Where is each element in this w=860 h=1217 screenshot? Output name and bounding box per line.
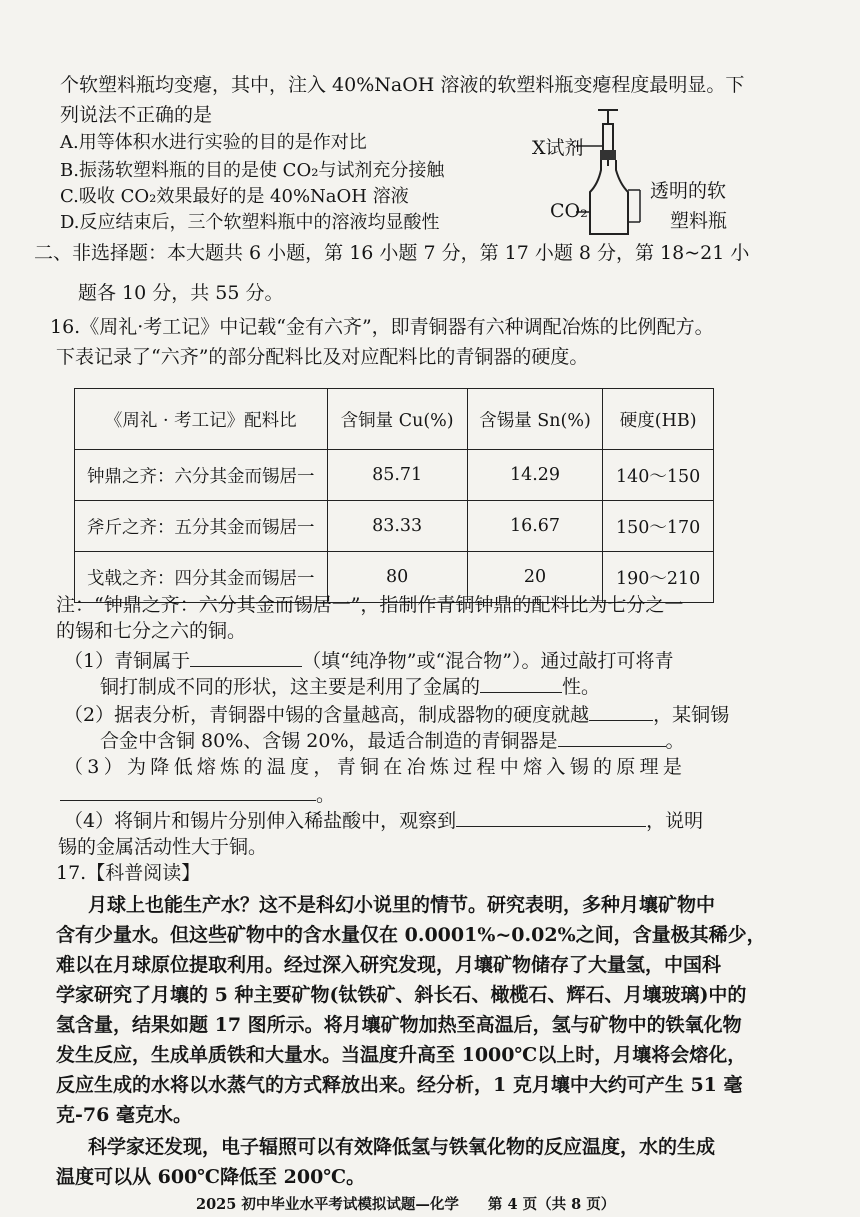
q16-part-1-line-2 xyxy=(100,672,600,700)
q16-part-1-text: 铜打制成不同的形状，这主要是利用了金属的 xyxy=(100,676,481,698)
q16-stem-line-1: 16.《周礼·考工记》中记载“金有六齐”，即青铜器有六种调配冶炼的比例配方。 xyxy=(50,316,714,338)
table-header: 含铜量 Cu(%) xyxy=(327,389,467,450)
q15-option-a: A.用等体积水进行实验的目的是作对比 xyxy=(60,132,367,153)
answer-blank[interactable] xyxy=(589,700,653,721)
answer-blank[interactable] xyxy=(60,780,316,801)
q16-part-1-text: （1）青铜属于 xyxy=(64,650,191,672)
reagent-label: X试剂 xyxy=(532,137,584,159)
q16-part-2-text: 合金中含铜 80%、含锡 20%，最适合制造的青铜器是 xyxy=(100,730,558,752)
q16-part-2-line-1 xyxy=(64,700,729,728)
table-cell: 16.67 xyxy=(467,501,603,552)
q16-part-1-text: 性。 xyxy=(562,676,601,698)
section2-heading-line-2: 题各 10 分，共 55 分。 xyxy=(78,282,284,304)
bottle-figure xyxy=(528,104,758,240)
table-cell: 80 xyxy=(327,552,467,603)
answer-blank[interactable] xyxy=(456,806,646,827)
answer-blank[interactable] xyxy=(558,726,666,747)
q17-para1-line-8: 克-76 毫克水。 xyxy=(56,1104,192,1126)
q17-para2-line-1: 科学家还发现，电子辐照可以有效降低氢与铁氧化物的反应温度，水的生成 xyxy=(88,1136,716,1158)
q17-para2-line-2: 温度可以从 600℃降低至 200℃。 xyxy=(56,1166,366,1188)
table-header-row xyxy=(75,389,714,450)
q16-part-4-line-2: 锡的金属活动性大于铜。 xyxy=(58,836,268,858)
q17-para1-line-7: 反应生成的水将以水蒸气的方式释放出来。经分析，1 克月壤中大约可产生 51 毫 xyxy=(56,1074,743,1096)
table-cell: 150～170 xyxy=(603,501,714,552)
table-cell: 20 xyxy=(467,552,603,603)
q17-para1-line-4: 学家研究了月壤的 5 种主要矿物(钛铁矿、斜长石、橄榄石、辉石、月壤玻璃)中的 xyxy=(56,984,747,1006)
section2-heading-line-1: 二、非选择题：本大题共 6 小题，第 16 小题 7 分，第 17 小题 8 分，第 18~21 小 xyxy=(34,242,750,264)
q16-stem-line-2: 下表记录了“六齐”的部分配料比及对应配料比的青铜器的硬度。 xyxy=(56,346,589,368)
q16-note-line-1: 注：“钟鼎之齐：六分其金而锡居一”，指制作青铜钟鼎的配料比为七分之一 xyxy=(56,594,684,616)
answer-blank[interactable] xyxy=(480,672,562,693)
q15-stem-line-2: 列说法不正确的是 xyxy=(60,104,213,126)
table-header: 硬度(HB) xyxy=(603,389,714,450)
bronze-ratio-table xyxy=(74,388,714,603)
q15-option-d: D.反应结束后，三个软塑料瓶中的溶液均显酸性 xyxy=(60,212,440,233)
q16-part-4-line-1 xyxy=(64,806,703,834)
q16-part-1-text: （填“纯净物”或“混合物”）。通过敲打可将青 xyxy=(302,650,674,672)
q16-part-3-line-1: （3）为降低熔炼的温度，青铜在冶炼过程中熔入锡的原理是 xyxy=(64,756,687,778)
table-cell: 85.71 xyxy=(327,450,467,501)
gas-label: CO₂ xyxy=(550,200,588,222)
q16-part-4-text: ，说明 xyxy=(646,810,704,832)
q16-note-line-2: 的锡和七分之六的铜。 xyxy=(56,620,247,642)
table-header: 《周礼 · 考工记》配料比 xyxy=(75,389,328,450)
q17-para1-line-2: 含有少量水。但这些矿物中的含水量仅在 0.0001%~0.02%之间，含量极其稀少， xyxy=(56,924,766,946)
q15-option-c: C.吸收 CO₂效果最好的是 40%NaOH 溶液 xyxy=(60,186,409,207)
table-cell: 14.29 xyxy=(467,450,603,501)
table-cell: 140～150 xyxy=(603,450,714,501)
q16-part-2-line-2 xyxy=(100,726,685,754)
q15-option-b: B.振荡软塑料瓶的目的是使 CO₂与试剂充分接触 xyxy=(60,160,445,181)
q17-para1-line-5: 氢含量，结果如题 17 图所示。将月壤矿物加热至高温后，氢与矿物中的铁氧化物 xyxy=(56,1014,742,1036)
table-cell: 83.33 xyxy=(327,501,467,552)
table-row xyxy=(75,450,714,501)
q16-part-4-text: （4）将铜片和锡片分别伸入稀盐酸中，观察到 xyxy=(64,810,457,832)
answer-blank[interactable] xyxy=(190,646,302,667)
table-header: 含锡量 Sn(%) xyxy=(467,389,603,450)
q16-part-2-text: 。 xyxy=(665,730,685,752)
table-cell: 钟鼎之齐：六分其金而锡居一 xyxy=(75,450,328,501)
table-row xyxy=(75,501,714,552)
q17-para1-line-6: 发生反应，生成单质铁和大量水。当温度升高至 1000℃以上时，月壤将会熔化， xyxy=(56,1044,747,1066)
q16-part-1-line-1 xyxy=(64,646,673,674)
q16-part-3-line-2 xyxy=(60,780,335,808)
q17-title: 17.【科普阅读】 xyxy=(56,862,201,884)
q16-part-2-text: ，某铜锡 xyxy=(653,704,730,726)
q17-para1-line-1: 月球上也能生产水？这不是科幻小说里的情节。研究表明，多种月壤矿物中 xyxy=(88,894,716,916)
table-cell: 斧斤之齐：五分其金而锡居一 xyxy=(75,501,328,552)
q17-para1-line-3: 难以在月球原位提取利用。经过深入研究发现，月壤矿物储存了大量氢，中国科 xyxy=(56,954,722,976)
table-cell: 190～210 xyxy=(603,552,714,603)
table-cell: 戈戟之齐：四分其金而锡居一 xyxy=(75,552,328,603)
bottle-label-2: 塑料瓶 xyxy=(670,210,728,232)
q15-stem-line-1: 个软塑料瓶均变瘪，其中，注入 40%NaOH 溶液的软塑料瓶变瘪程度最明显。下 xyxy=(60,74,745,96)
q16-part-2-text: （2）据表分析，青铜器中锡的含量越高，制成器物的硬度就越 xyxy=(64,704,590,726)
bottle-label-1: 透明的软 xyxy=(650,180,727,202)
q16-part-3-text: 。 xyxy=(316,784,336,806)
page-footer: 2025 初中毕业水平考试模拟试题—化学 第 4 页（共 8 页） xyxy=(196,1196,616,1213)
